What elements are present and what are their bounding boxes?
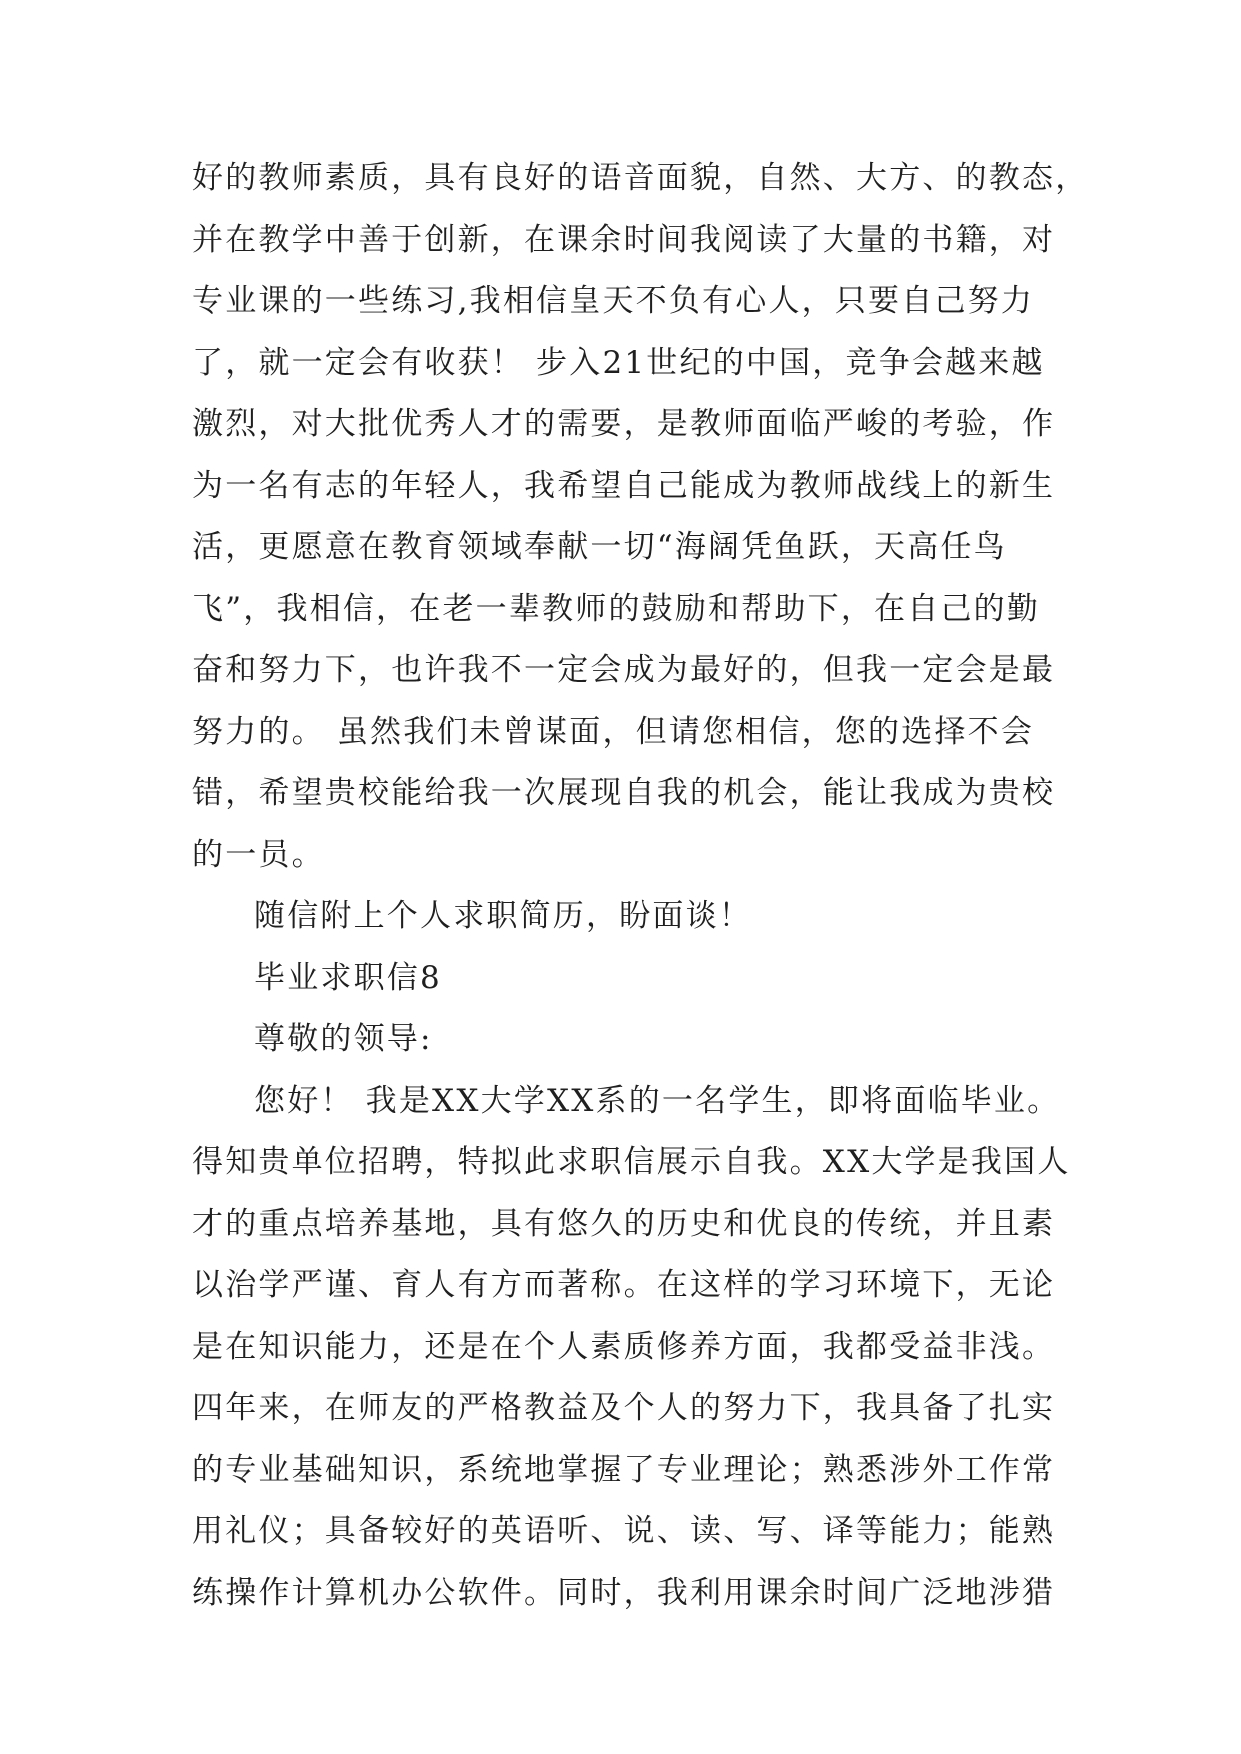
text-line: 的一员。 bbox=[192, 836, 325, 873]
text-line: 尊敬的领导: bbox=[254, 1021, 433, 1057]
text-line: 飞”，我相信，在老一辈教师的鼓励和帮助下，在自己的勤 bbox=[192, 590, 1041, 627]
letter-body bbox=[192, 158, 1089, 1634]
text-line: 奋和努力下，也许我不一定会成为最好的，但我一定会是最 bbox=[192, 652, 1056, 688]
text-line: 四年来，在师友的严格教益及个人的努力下，我具备了扎实 bbox=[192, 1390, 1056, 1426]
text-line: 努力的。 虽然我们未曾谋面，但请您相信，您的选择不会 bbox=[192, 713, 1035, 750]
text-line: 得知贵单位招聘，特拟此求职信展示自我。XX大学是我国人 bbox=[192, 1144, 1071, 1180]
text-line: 才的重点培养基地，具有悠久的历史和优良的传统，并且素 bbox=[192, 1205, 1056, 1242]
text-line: 的专业基础知识，系统地掌握了专业理论；熟悉涉外工作常 bbox=[192, 1451, 1056, 1488]
text-line: 随信附上个人求职简历，盼面谈！ bbox=[254, 898, 752, 934]
text-line: 您好！ 我是XX大学XX系的一名学生，即将面临毕业。 bbox=[254, 1082, 1061, 1119]
text-line: 好的教师素质，具有良好的语音面貌，自然、大方、的教态， bbox=[192, 160, 1089, 196]
text-line: 毕业求职信8 bbox=[254, 959, 442, 996]
text-line: 为一名有志的年轻人，我希望自己能成为教师战线上的新生 bbox=[192, 467, 1056, 504]
text-line: 并在教学中善于创新，在课余时间我阅读了大量的书籍，对 bbox=[192, 221, 1056, 258]
text-line: 专业课的一些练习,我相信皇天不负有心人，只要自己努力 bbox=[192, 283, 1035, 319]
text-line: 了，就一定会有收获！ 步入21世纪的中国，竞争会越来越 bbox=[192, 344, 1045, 381]
text-line: 激烈，对大批优秀人才的需要，是教师面临严峻的考验，作 bbox=[192, 406, 1056, 442]
text-line: 以治学严谨、育人有方而著称。在这样的学习环境下，无论 bbox=[192, 1267, 1056, 1303]
text-line: 练操作计算机办公软件。同时，我利用课余时间广泛地涉猎 bbox=[192, 1574, 1056, 1611]
text-line: 是在知识能力，还是在个人素质修养方面，我都受益非浅。 bbox=[192, 1328, 1056, 1365]
text-line: 用礼仪；具备较好的英语听、说、读、写、译等能力；能熟 bbox=[192, 1513, 1056, 1549]
text-line: 活，更愿意在教育领域奉献一切“海阔凭鱼跃，天高任鸟 bbox=[192, 529, 1007, 565]
text-line: 错，希望贵校能给我一次展现自我的机会，能让我成为贵校 bbox=[192, 775, 1056, 811]
